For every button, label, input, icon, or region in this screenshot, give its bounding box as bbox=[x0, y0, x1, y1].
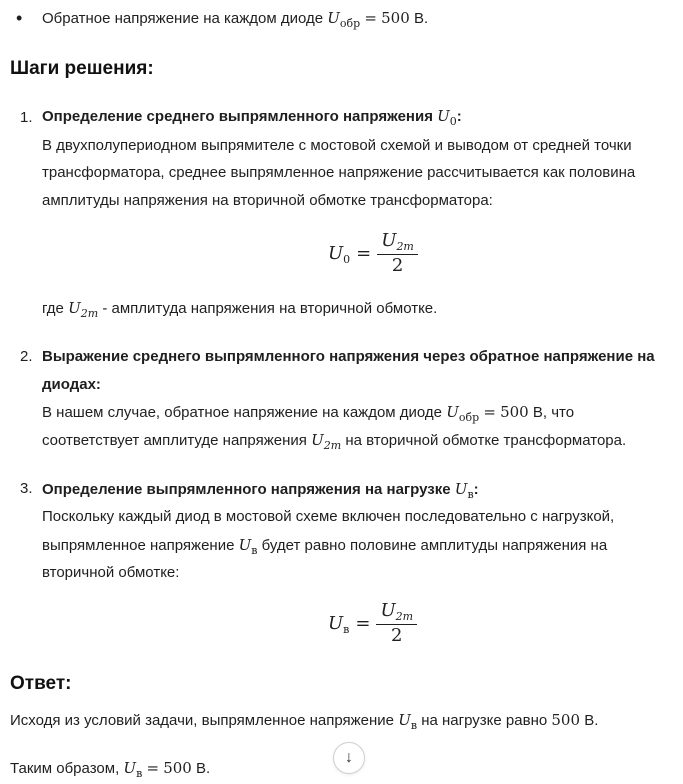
step3-formula: $U_в$ = $\frac{U_{2m}}{2}$ bbox=[328, 601, 417, 645]
step1-text-line2: трансформатора, среднее выпрямленное напряжение рассчитывается как половина bbox=[42, 164, 636, 181]
math-var: U bbox=[327, 9, 340, 27]
step3-number: 3. bbox=[20, 480, 33, 497]
step1-text-line3: амплитуды напряжения на вторичной обмотке трансформатора: bbox=[42, 192, 493, 209]
scroll-down-button[interactable] bbox=[333, 742, 365, 774]
fraction: $\frac{U_{2m}}{2}$ bbox=[376, 601, 417, 645]
step1-where: где $U_{2m}$ - амплитуда напряжения на вторичной обмотке. bbox=[42, 299, 438, 320]
step1-title: Определение среднего выпрямленного напряжения $U_0$: bbox=[42, 107, 462, 128]
step3-title: Определение выпрямленного напряжения на нагрузке $U_в$: bbox=[42, 480, 479, 501]
step2-number: 2. bbox=[20, 348, 33, 365]
step2-title-line2: диодах: bbox=[42, 376, 101, 393]
step1-formula: $U_0$ = $\frac{U_{2m}}{2}$ bbox=[328, 231, 418, 275]
answer-line2: Таким образом, $U_в = 500$ В. bbox=[10, 759, 211, 780]
step3-text-line3: вторичной обмотке: bbox=[42, 564, 180, 581]
step2-title-line1: Выражение среднего выпрямленного напряжения через обратное напряжение на bbox=[42, 348, 655, 365]
intro-line: Обратное напряжение на каждом диоде $U_{обр} = 500$ В. bbox=[42, 9, 429, 30]
answer-line1: Исходя из условий задачи, выпрямленное напряжение $U_в$ на нагрузке равно 500 В. bbox=[10, 711, 599, 732]
step1-text-line1: В двухполупериодном выпрямителе с мостовой схемой и выводом от средней точки bbox=[42, 137, 632, 154]
step1-number: 1. bbox=[20, 109, 33, 126]
arrow-down-icon: ↓ bbox=[345, 749, 353, 766]
step2-text-line1: В нашем случае, обратное напряжение на каждом диоде $U_{обр} = 500$ В, что bbox=[42, 403, 575, 424]
fraction: $\frac{U_{2m}}{2}$ bbox=[377, 231, 418, 275]
step3-text-line1: Поскольку каждый диод в мостовой схеме включен последовательно с нагрузкой, bbox=[42, 508, 615, 525]
step2-text-line2: соответствует амплитуде напряжения $U_{2m}$ на вторичной обмотке трансформатора. bbox=[42, 431, 627, 452]
step3-text-line2: выпрямленное напряжение $U_в$ будет равно половине амплитуды напряжения на bbox=[42, 536, 608, 557]
steps-heading: Шаги решения: bbox=[10, 58, 154, 79]
bullet-dot: • bbox=[16, 8, 23, 28]
answer-heading: Ответ: bbox=[10, 673, 72, 694]
